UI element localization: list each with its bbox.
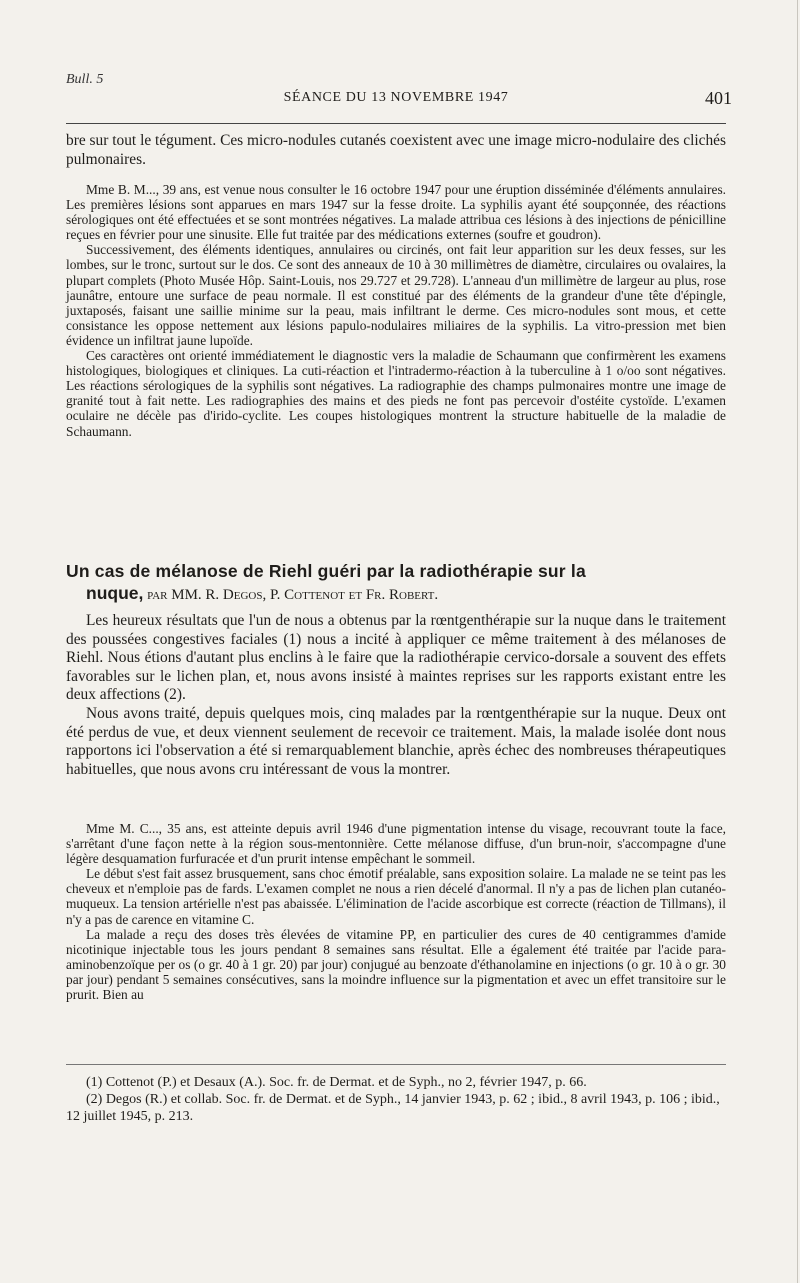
article-authors: par MM. R. Degos, P. Cottenot et Fr. Robert. [147,587,439,603]
case1-paragraph-2: Successivement, des éléments identiques, annulaires ou circinés, ont fait leur apparition sur les deux fesses, sur les lombes, sur le tronc, surtout sur le dos. Ce sont des anneaux de 10 à 30 millimètres de diamètre, circulaires ou ovalaires, la plupart complets (Photo Musée Hôp. Saint-Louis, nos 29.727 et 29.728). L'anneau d'un millimètre de largeur au plus, rose jaunâtre, entoure une surface de peau normale. Il est constitué par des éléments de la grandeur d'une tête d'épingle, juxtaposés, faisant une saillie minime sur la peau, mais infiltrant le derme. Ces micro-nodules sont mous, et cette consistance les oppose nettement aux lésions papulo-nodulaires miliaires de la syphilis. La vitro-pression met bien évidence un infiltrat jaune lupoïde. [66,242,726,348]
running-head: Bull. 5 [66,72,104,87]
header-rule [66,123,726,124]
article-title-line-1: Un cas de mélanose de Riehl guéri par la radiothérapie sur la [66,561,586,581]
case-report-2 [66,821,726,1002]
case2-paragraph-2: Le début s'est fait assez brusquement, sans choc émotif préalable, sans exposition solaire. La malade ne se teint pas les cheveux et n'emploie pas de fards. L'examen complet ne nous a rien décelé d'anormal. Il n'y a pas de lichen plan cutanéo-muqueux. La tension artérielle n'est pas abaissée. L'élimination de l'acide ascorbique est correcte (réaction de Tillmans), il n'y a pas de carence en vitamine C. [66,866,726,927]
intro-paragraph-2: Nous avons traité, depuis quelques mois, cinq malades par la rœntgenthérapie sur la nuque. Deux ont été perdus de vue, et deux viennent seulement de recevoir ce traitement. Mais, la malade isolée dont nous rapportons ici l'observation a été si remarquablement blanchie, après échec des nombreuses thérapeutiques habituelles, que nous avons cru intéressant de vous la montrer. [66,704,726,778]
carryover-paragraph: bre sur tout le tégument. Ces micro-nodules cutanés coexistent avec une image micro-nodulaire des clichés pulmonaires. [66,132,726,168]
case-report-1 [66,182,726,439]
footnote-2: (2) Degos (R.) et collab. Soc. fr. de Dermat. et de Syph., 14 janvier 1943, p. 62 ; ibid., 8 avril 1943, p. 106 ; ibid., 12 juillet 1945, p. 213. [66,1092,720,1124]
article-heading [66,560,726,606]
case1-paragraph-1: Mme B. M..., 39 ans, est venue nous consulter le 16 octobre 1947 pour une éruption disséminée d'éléments annulaires. Les premières lésions sont apparues en mars 1947 sur la fesse droite. La syphilis ayant été soupçonnée, des réactions sérologiques ont été effectuées et se sont montrées négatives. La malade attribua ces lésions à des injections de pénicilline reçues en février pour une sinusite. Elle fut traitée par des médications externes (soufre et goudron). [66,182,726,243]
intro-paragraph-1: Les heureux résultats que l'un de nous a obtenus par la rœntgenthérapie sur la nuque dans le traitement des poussées congestives faciales (1) nous a incité à appliquer ce même traitement à des mélanoses de Riehl. Nous étions d'autant plus enclins à le faire que la radiothérapie cervico-dorsale a souvent des effets favorables sur le lichen plan, et, nous avons insisté à maintes reprises sur les rapports existant entre les deux affections (2). [66,612,726,704]
footnotes [66,1074,726,1125]
footnote-1: (1) Cottenot (P.) et Desaux (A.). Soc. fr. de Dermat. et de Syph., no 2, février 1947, p. 66. [86,1075,587,1090]
case2-paragraph-3: La malade a reçu des doses très élevées de vitamine PP, en particulier des cures de 40 centigrammes d'amide nicotinique injectable tous les jours pendant 8 semaines sans résultat. Elle a également été traitée par l'acide para-aminobenzoïque per os (o gr. 40 à 1 gr. 20) par jour) conjugué au benzoate d'éthanolamine en injections (o gr. 10 à o gr. 30 par jour) pendant 5 semaines consécutives, sans la moindre influence sur la pigmentation et avec un effet transitoire sur le prurit. Bien au [66,926,726,1003]
article-intro [66,612,726,779]
page-edge [797,0,798,1283]
case2-paragraph-1: Mme M. C..., 35 ans, est atteinte depuis avril 1946 d'une pigmentation intense du visage, recouvrant toute la face, s'arrêtant d'une façon nette à la région sous-mentonnière. Cette mélanose diffuse, d'un brun-noir, s'accompagne d'une légère desquamation furfuracée et d'un prurit intense empêchant le sommeil. [66,821,726,867]
page-header [66,88,732,116]
article-title-end: nuque, [86,583,144,603]
article-title-line-2 [66,582,726,606]
session-title: SÉANCE DU 13 NOVEMBRE 1947 [283,90,509,105]
page-number: 401 [705,88,732,108]
case1-paragraph-3: Ces caractères ont orienté immédiatement le diagnostic vers la maladie de Schaumann que confirmèrent les examens histologiques, biologiques et cliniques. La cuti-réaction et l'intradermo-réaction à la tuberculine à 1 o/oo sont négatives. Les réactions sérologiques de la syphilis sont négatives. La radiographie des champs pulmonaires montre une image de granité tout à fait nette. Les radiographies des mains et des pieds ne font pas percevoir d'ostéite cystoïde. L'examen oculaire ne décèle pas d'irido-cyclite. Les coupes histologiques montrent la structure habituelle de la maladie de Schaumann. [66,348,726,439]
carryover-block [66,132,726,169]
footnote-rule [66,1064,726,1065]
